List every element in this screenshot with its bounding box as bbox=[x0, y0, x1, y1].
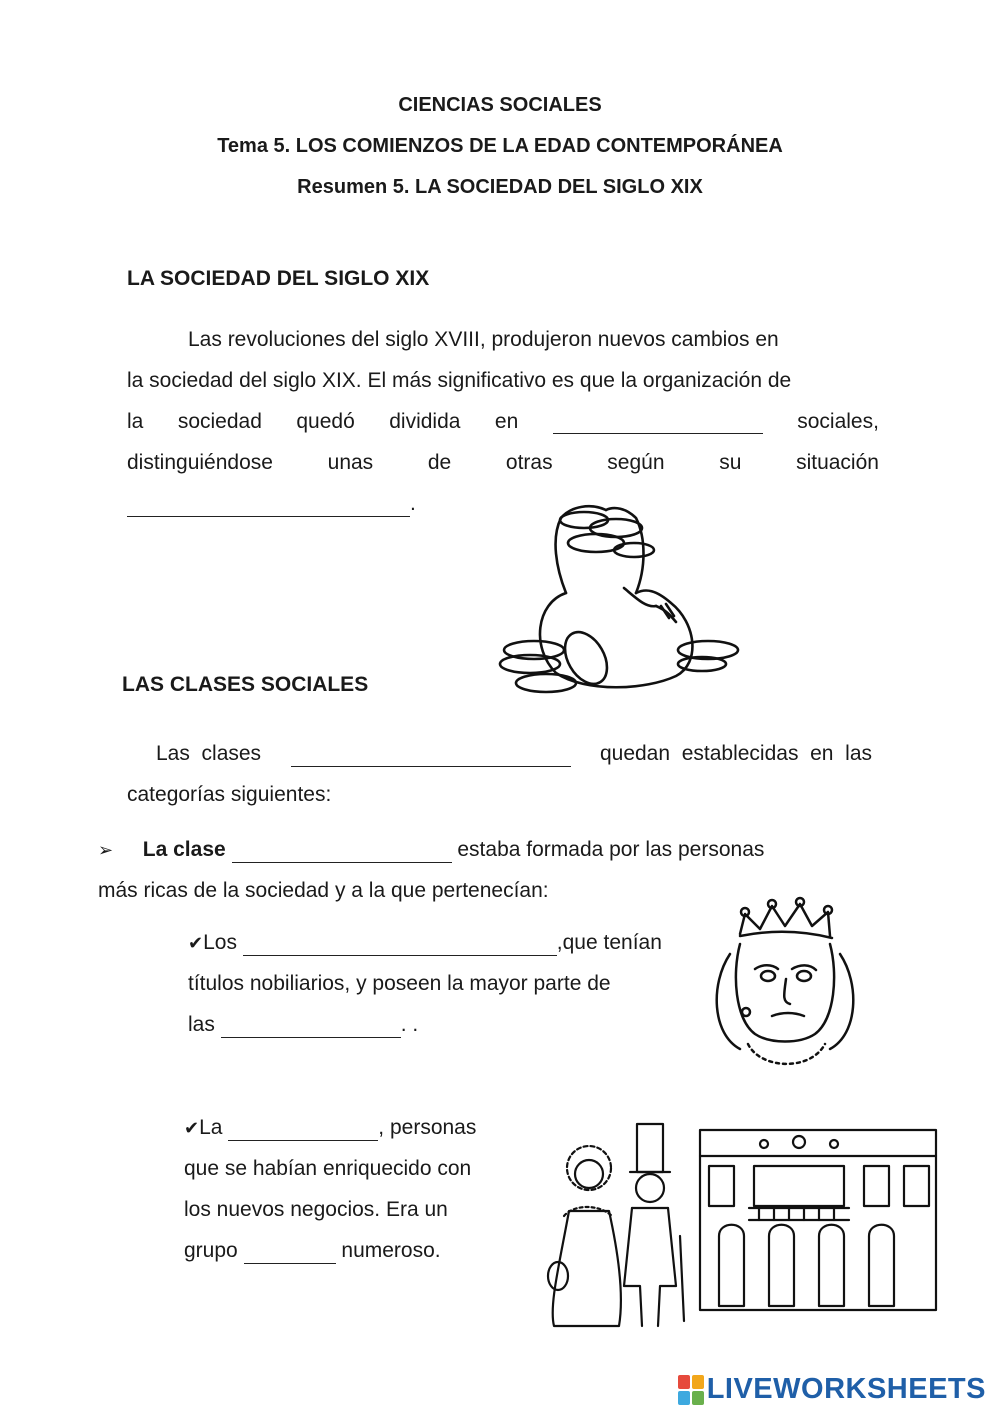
queen-illustration bbox=[700, 894, 860, 1094]
paragraph-line-blank1 bbox=[127, 401, 879, 442]
item-bourgeoisie-line2: que se habían enriquecido con bbox=[184, 1157, 472, 1180]
paragraph-line-blank2 bbox=[127, 483, 416, 524]
blank-input-bourgeoisie[interactable] bbox=[228, 1118, 378, 1141]
period: . bbox=[410, 492, 416, 515]
word: según bbox=[607, 451, 665, 474]
text-fragment: . . bbox=[400, 1013, 419, 1036]
text-fragment: numeroso. bbox=[341, 1239, 441, 1262]
text-fragment: , personas bbox=[378, 1116, 477, 1139]
word: unas bbox=[327, 451, 374, 474]
item-bourgeoisie-line4 bbox=[184, 1230, 441, 1271]
word: otras bbox=[505, 451, 553, 474]
blank-input-situation[interactable] bbox=[127, 494, 410, 517]
text-fragment: grupo bbox=[184, 1239, 238, 1262]
liveworksheets-logo-text: LIVEWORKSHEETS bbox=[706, 1373, 986, 1405]
text-fragment: estaba formada por las personas bbox=[457, 838, 765, 861]
check-icon: ✔ bbox=[184, 1118, 200, 1138]
blank-input-classes[interactable] bbox=[291, 744, 571, 767]
bourgeois-couple-building-illustration bbox=[544, 1116, 940, 1334]
text-fragment: quedan establecidas en las bbox=[599, 742, 872, 765]
classes-intro-line bbox=[156, 733, 872, 774]
text-fragment: Los bbox=[203, 931, 237, 954]
arrow-bullet-icon: ➢ bbox=[98, 840, 114, 860]
blank-input-group-size[interactable] bbox=[244, 1241, 336, 1264]
word: distinguiéndose bbox=[127, 451, 273, 474]
item-bourgeoisie bbox=[184, 1107, 476, 1149]
paragraph-line: la sociedad del siglo XIX. El más significativo es que la organización de bbox=[127, 369, 792, 392]
word: sociedad bbox=[177, 410, 262, 433]
text-fragment: las bbox=[188, 1013, 215, 1036]
blank-input-lands[interactable] bbox=[221, 1015, 401, 1038]
word: su bbox=[719, 451, 742, 474]
text-fragment: Las clases bbox=[156, 742, 262, 765]
bullet-line2: más ricas de la sociedad y a la que pertenecían: bbox=[98, 879, 549, 902]
text-fragment: ,que tenían bbox=[556, 931, 662, 954]
item-nobility bbox=[188, 922, 662, 964]
bullet-upper-class bbox=[98, 829, 764, 871]
section-title-society: LA SOCIEDAD DEL SIGLO XIX bbox=[127, 267, 430, 290]
blank-input-class-name[interactable] bbox=[232, 840, 452, 863]
money-bag-illustration bbox=[496, 498, 742, 696]
word: la bbox=[127, 410, 144, 433]
header-summary: Resumen 5. LA SOCIEDAD DEL SIGLO XIX bbox=[297, 176, 703, 198]
bullet-label: La clase bbox=[142, 838, 226, 861]
item-nobility-line3 bbox=[188, 1004, 418, 1045]
blank-input-nobility[interactable] bbox=[243, 933, 557, 956]
text-fragment: La bbox=[199, 1116, 223, 1139]
word: sociales, bbox=[797, 410, 879, 433]
paragraph-line bbox=[127, 442, 879, 483]
blank-input-social-groups[interactable] bbox=[553, 411, 763, 434]
liveworksheets-logo-icon bbox=[678, 1375, 704, 1405]
word: quedó bbox=[296, 410, 355, 433]
classes-intro-line2: categorías siguientes: bbox=[127, 783, 332, 806]
liveworksheets-logo bbox=[678, 1373, 986, 1406]
check-icon: ✔ bbox=[188, 933, 204, 953]
word: en bbox=[494, 410, 519, 433]
word: situación bbox=[796, 451, 879, 474]
header-subject: CIENCIAS SOCIALES bbox=[398, 94, 602, 116]
word: de bbox=[427, 451, 452, 474]
item-bourgeoisie-line3: los nuevos negocios. Era un bbox=[184, 1198, 448, 1221]
item-nobility-line2: títulos nobiliarios, y poseen la mayor parte de bbox=[188, 972, 611, 995]
section-title-classes: LAS CLASES SOCIALES bbox=[122, 673, 369, 696]
header-topic: Tema 5. LOS COMIENZOS DE LA EDAD CONTEMPORÁNEA bbox=[217, 135, 783, 157]
word: dividida bbox=[389, 410, 461, 433]
paragraph-line: Las revoluciones del siglo XVIII, produjeron nuevos cambios en bbox=[188, 328, 779, 351]
